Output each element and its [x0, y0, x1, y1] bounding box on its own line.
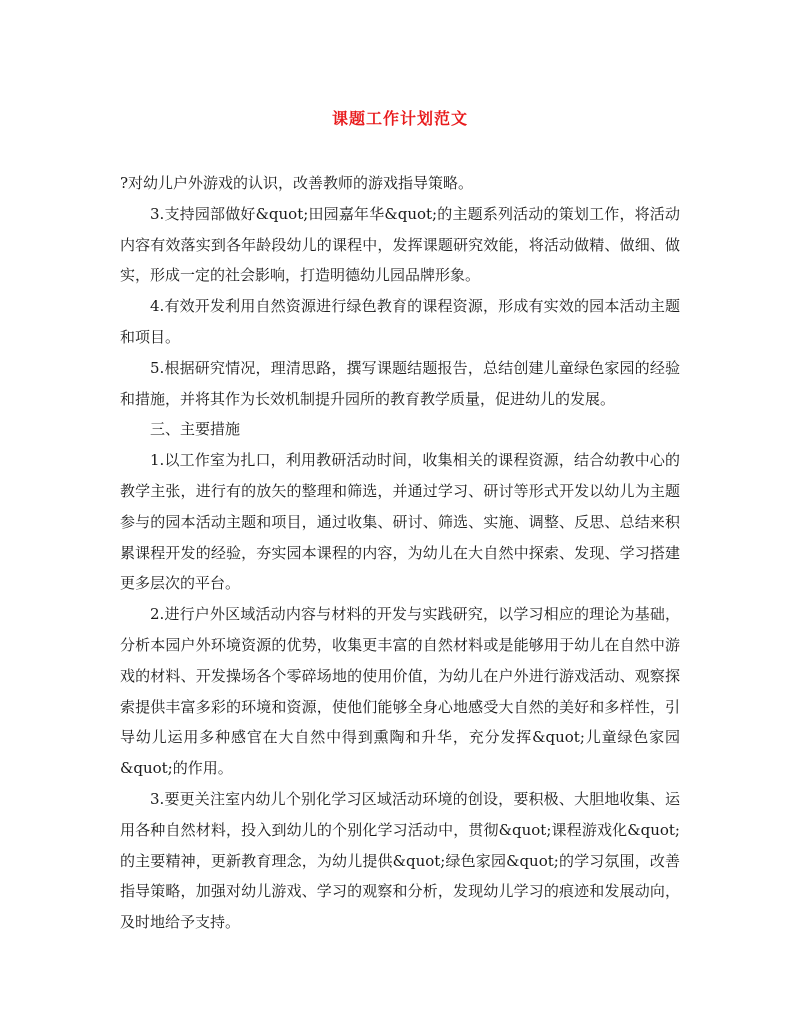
- paragraph-measure-1: 1.以工作室为扎口，利用教研活动时间，收集相关的课程资源，结合幼教中心的教学主张，进行有的放矢的整理和筛选，并通过学习、研讨等形式开发以幼儿为主题参与的园本活动主题和项目，通过收集、研讨、筛选、实施、调整、反思、总结来积累课程开发的经验，夯实园本课程的内容，为幼儿在大自然中探索、发现、学习搭建更多层次的平台。: [120, 451, 680, 593]
- paragraph-measure-3: 3.要更关注室内幼儿个别化学习区域活动环境的创设，要积极、大胆地收集、运用各种自然材料，投入到幼儿的个别化学习活动中，贯彻&quot;课程游戏化&quot;的主要精神，更新教育理念，为幼儿提供&quot;绿色家园&quot;的学习氛围，改善指导策略，加强对幼儿游戏、学习的观察和分析，发现幼儿学习的痕迹和发展动向，及时地给予支持。: [120, 789, 680, 932]
- paragraph-item-4: 4.有效开发利用自然资源进行绿色教育的课程资源，形成有实效的园本活动主题和项目。: [120, 297, 680, 346]
- paragraph-item-5: 5.根据研究情况，理清思路，撰写课题结题报告，总结创建儿童绿色家园的经验和措施，并将其作为长效机制提升园所的教育教学质量，促进幼儿的发展。: [120, 358, 680, 408]
- document-title: 课题工作计划范文: [331, 109, 468, 128]
- document-body: [120, 168, 680, 938]
- paragraph-measure-2: 2.进行户外区域活动内容与材料的开发与实践研究，以学习相应的理论为基础，分析本园户外环境资源的优势，收集更丰富的自然材料或是能够用于幼儿在自然中游戏的材料、开发操场各个零碎场地的使用价值，为幼儿在户外进行游戏活动、观察探索提供丰富多彩的环境和资源，使他们能够全身心地感受大自然的美好和多样性，引导幼儿运用多种感官在大自然中得到熏陶和升华，充分发挥&quot;儿童绿色家园&quot;的作用。: [120, 605, 680, 778]
- paragraph-item-3: 3.支持园部做好&quot;田园嘉年华&quot;的主题系列活动的策划工作，将活动内容有效落实到各年龄段幼儿的课程中，发挥课题研究效能，将活动做精、做细、做实，形成一定的社会影响，打造明德幼儿园品牌形象。: [120, 204, 680, 285]
- paragraph-continuation: ?对幼儿户外游戏的认识，改善教师的游戏指导策略。: [120, 174, 474, 192]
- section-heading-main-measures: 三、主要措施: [150, 420, 241, 439]
